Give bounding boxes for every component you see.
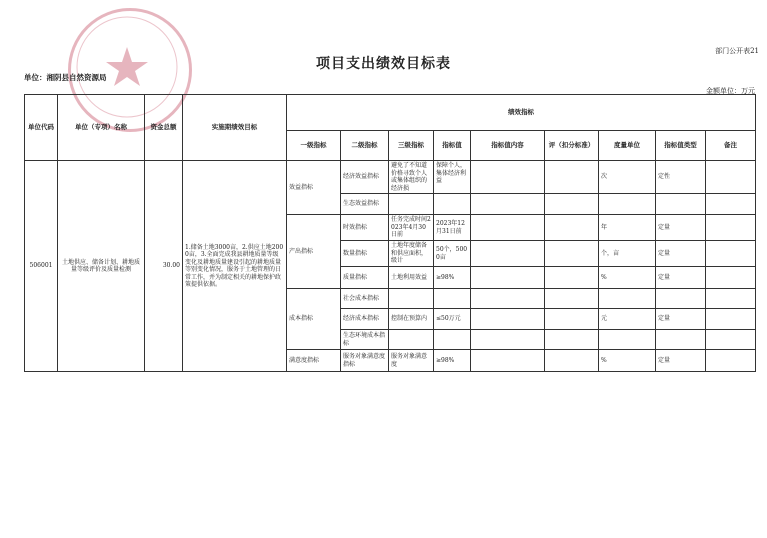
level2-cell: 质量指标 (341, 267, 389, 289)
value-type-cell: 定量 (656, 267, 706, 289)
scoring-cell (545, 289, 599, 309)
col-header-level1: 一级指标 (287, 131, 341, 161)
col-header-value-type: 指标值类型 (656, 131, 706, 161)
scoring-cell (545, 350, 599, 372)
scoring-cell (545, 267, 599, 289)
col-header-measure-unit: 度量单位 (599, 131, 656, 161)
measure-unit-cell: 个，亩 (599, 241, 656, 267)
level1-cell: 产出指标 (287, 215, 341, 289)
index-value-cell (434, 289, 471, 309)
col-header-remark: 备注 (706, 131, 756, 161)
level2-cell: 社会成本指标 (341, 289, 389, 309)
col-header-scoring: 评（扣分标准） (545, 131, 599, 161)
measure-unit-cell (599, 330, 656, 350)
level2-cell: 生态环境成本指标 (341, 330, 389, 350)
page-title: 项目支出绩效目标表 (316, 56, 451, 72)
measure-unit-cell: % (599, 350, 656, 372)
level3-cell: 土地利用效益 (389, 267, 434, 289)
col-header-target: 实施期绩效目标 (183, 95, 287, 161)
index-content-cell (471, 267, 545, 289)
remark-cell (706, 350, 756, 372)
col-header-unit-code: 单位代码 (25, 95, 58, 161)
index-value-cell: ≥98% (434, 267, 471, 289)
col-header-project-name: 单位（专项）名称 (58, 95, 145, 161)
measure-unit-cell: 次 (599, 161, 656, 194)
remark-cell (706, 289, 756, 309)
remark-cell (706, 309, 756, 330)
value-type-cell: 定量 (656, 309, 706, 330)
remark-cell (706, 241, 756, 267)
measure-unit-cell (599, 289, 656, 309)
target-cell: 1.储备土地3000亩，2.供应土地2000亩，3.全面完成我县耕地质量等级变化及耕地质量建设引起的耕地质量等别变化情况，服务于土地管理的日常工作，并为制定相关的耕地保护政策提供依据。 (183, 161, 287, 372)
index-value-cell: 50个，5000亩 (434, 241, 471, 267)
level1-cell: 成本指标 (287, 289, 341, 350)
measure-unit-cell (599, 194, 656, 215)
index-content-cell (471, 194, 545, 215)
value-type-cell: 定量 (656, 241, 706, 267)
index-value-cell: 保障个人，集体经济利益 (434, 161, 471, 194)
col-header-level2: 二级指标 (341, 131, 389, 161)
index-content-cell (471, 350, 545, 372)
index-content-cell (471, 289, 545, 309)
scoring-cell (545, 330, 599, 350)
remark-cell (706, 215, 756, 241)
index-content-cell (471, 241, 545, 267)
level1-cell: 满意度指标 (287, 350, 341, 372)
level2-cell: 生态效益指标 (341, 194, 389, 215)
remark-cell (706, 330, 756, 350)
scoring-cell (545, 215, 599, 241)
index-content-cell (471, 161, 545, 194)
total-funds-cell: 30.00 (145, 161, 183, 372)
level2-cell: 时效指标 (341, 215, 389, 241)
scoring-cell (545, 309, 599, 330)
col-header-level3: 三级指标 (389, 131, 434, 161)
index-value-cell (434, 194, 471, 215)
scoring-cell (545, 241, 599, 267)
level3-cell (389, 330, 434, 350)
index-value-cell: 2023年12月31日前 (434, 215, 471, 241)
level3-cell (389, 289, 434, 309)
unit-code-cell: 506001 (25, 161, 58, 372)
value-type-cell (656, 289, 706, 309)
index-value-cell: ≥98% (434, 350, 471, 372)
level3-cell: 避免了不知道价格寻致个人或集体组织的经济损 (389, 161, 434, 194)
index-content-cell (471, 330, 545, 350)
level3-cell: 控制在预算内 (389, 309, 434, 330)
scoring-cell (545, 161, 599, 194)
level3-cell (389, 194, 434, 215)
remark-cell (706, 267, 756, 289)
col-header-total-funds: 资金总额 (145, 95, 183, 161)
table-row (25, 161, 756, 194)
measure-unit-cell: % (599, 267, 656, 289)
value-type-cell: 定性 (656, 161, 706, 194)
level2-cell: 数量指标 (341, 241, 389, 267)
performance-table (24, 94, 756, 372)
col-header-index-content: 指标值内容 (471, 131, 545, 161)
level2-cell: 经济成本指标 (341, 309, 389, 330)
value-type-cell (656, 330, 706, 350)
level3-cell: 任务完成时间2023年4月30日前 (389, 215, 434, 241)
unit-label: 单位：湘阴县自然资源局 (24, 73, 107, 82)
measure-unit-cell: 元 (599, 309, 656, 330)
level2-cell: 经济效益指标 (341, 161, 389, 194)
index-content-cell (471, 309, 545, 330)
level1-cell: 效益指标 (287, 161, 341, 215)
index-value-cell: ≤50万元 (434, 309, 471, 330)
form-number: 部门公开表21 (715, 47, 759, 55)
level3-cell: 服务对象满意度 (389, 350, 434, 372)
value-type-cell: 定量 (656, 350, 706, 372)
remark-cell (706, 194, 756, 215)
col-header-performance: 绩效指标 (287, 95, 756, 131)
value-type-cell (656, 194, 706, 215)
scoring-cell (545, 194, 599, 215)
level3-cell: 土地年度储备和供应面积，级计 (389, 241, 434, 267)
level2-cell: 服务对象满意度指标 (341, 350, 389, 372)
col-header-index-value: 指标值 (434, 131, 471, 161)
value-type-cell: 定量 (656, 215, 706, 241)
index-value-cell (434, 330, 471, 350)
measure-unit-cell: 年 (599, 215, 656, 241)
project-name-cell: 土地供应、储备计划、耕地质量等级评价及质量检测 (58, 161, 145, 372)
amount-unit-label: 金额单位：万元 (706, 87, 755, 95)
index-content-cell (471, 215, 545, 241)
remark-cell (706, 161, 756, 194)
